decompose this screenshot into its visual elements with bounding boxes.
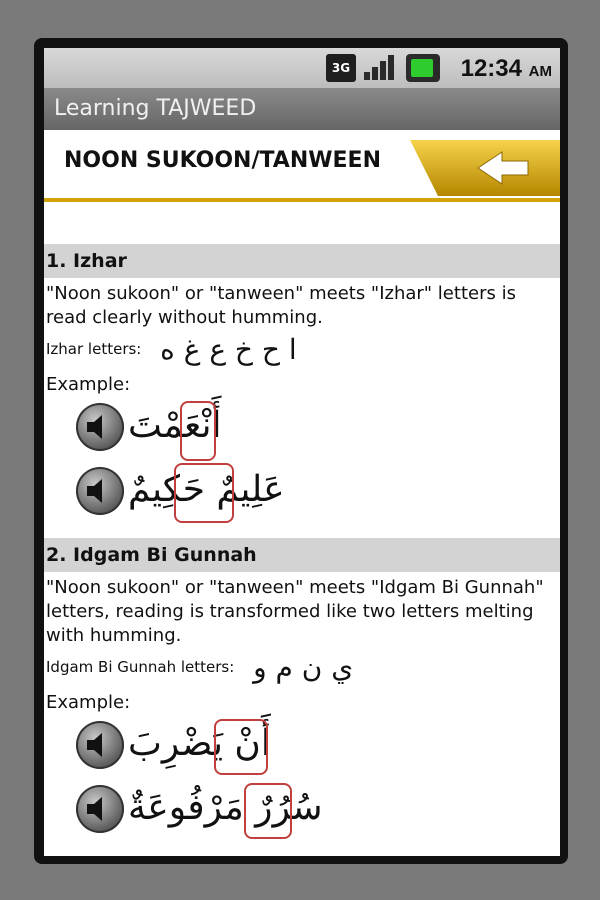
- section-description: "Noon sukoon" or "tanween" meets "Izhar" letters is read clearly without humming.: [46, 283, 516, 328]
- highlight-box: [180, 401, 216, 461]
- example-label: Example:: [46, 374, 131, 395]
- speaker-icon: [85, 731, 115, 759]
- clock-time: 12:34: [460, 55, 522, 82]
- speaker-icon: [85, 795, 115, 823]
- arabic-example: أَنْعَمْتَ: [128, 405, 222, 446]
- highlight-box: [174, 463, 234, 523]
- app-screen: [44, 48, 560, 856]
- example-label: Example:: [46, 692, 131, 713]
- example-row: [44, 713, 560, 777]
- example-row: [44, 777, 560, 841]
- signal-icon: [362, 54, 396, 82]
- status-clock: [461, 54, 552, 87]
- back-button[interactable]: [410, 138, 560, 196]
- header-divider: [44, 198, 560, 202]
- app-title-bar: Learning TAJWEED: [44, 88, 560, 130]
- section-heading: 2. Idgam Bi Gunnah: [44, 538, 560, 572]
- arabic-letters: ا ح خ ع غ ه: [160, 332, 297, 366]
- letters-row: [44, 648, 560, 686]
- section-izhar: [44, 244, 560, 523]
- page-header: [44, 130, 560, 200]
- section-description: "Noon sukoon" or "tanween" meets "Idgam Bi Gunnah" letters, reading is transformed like two letters melting with humming.: [46, 577, 544, 646]
- battery-icon: [406, 54, 440, 82]
- letters-row: [44, 330, 560, 368]
- arabic-example: أَنْ يَضْرِبَ: [128, 723, 271, 764]
- section-idgam-bi-gunnah: [44, 538, 560, 841]
- play-audio-button[interactable]: [76, 721, 124, 769]
- arabic-example: عَلِيمٌ حَكِيمٌ: [128, 469, 285, 510]
- network-3g-icon: 3G: [326, 54, 356, 82]
- example-row: [44, 459, 560, 523]
- status-bar: [44, 48, 560, 88]
- letters-label: Idgam Bi Gunnah letters:: [46, 658, 235, 676]
- back-arrow-icon: [410, 138, 560, 196]
- arabic-letters: ي ن م و: [253, 650, 354, 684]
- play-audio-button[interactable]: [76, 467, 124, 515]
- page-title: NOON SUKOON/TANWEEN: [64, 148, 381, 173]
- highlight-box: [244, 783, 292, 839]
- speaker-icon: [85, 477, 115, 505]
- clock-ampm: AM: [528, 63, 552, 80]
- arabic-example: سُرُرٌ مَرْفُوعَةٌ: [128, 787, 323, 828]
- speaker-icon: [85, 413, 115, 441]
- letters-label: Izhar letters:: [46, 340, 142, 358]
- play-audio-button[interactable]: [76, 785, 124, 833]
- section-heading: 1. Izhar: [44, 244, 560, 278]
- play-audio-button[interactable]: [76, 403, 124, 451]
- example-row: [44, 395, 560, 459]
- highlight-box: [214, 719, 268, 775]
